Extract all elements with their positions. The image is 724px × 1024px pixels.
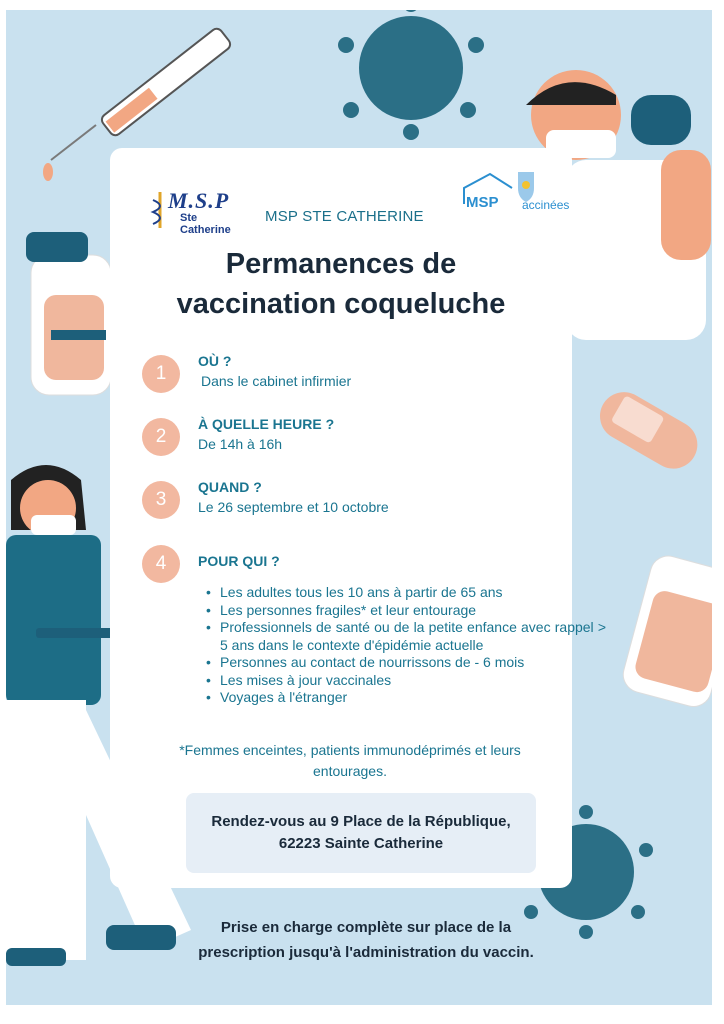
vaccinees-logo-text: accinées (522, 198, 570, 212)
site-name: MSP STE CATHERINE (265, 208, 424, 225)
coverage-note-line1: Prise en charge complète sur place de la (220, 919, 512, 936)
bandage-illustration (591, 383, 706, 477)
step-question: OÙ ? (198, 353, 232, 369)
footnote (150, 740, 550, 782)
step-question: À QUELLE HEURE ? (198, 416, 335, 432)
step-number-badge: 3 (142, 481, 180, 519)
list-item: • Personnes au contact de nourrissons de - 6 mois (206, 654, 606, 672)
virus-illustration-top (338, 10, 484, 140)
step-number-badge: 1 (142, 355, 180, 393)
vaccine-bottle-right (619, 552, 712, 711)
address-line1: Rendez-vous au 9 Place de la République, (211, 813, 511, 830)
poster-background (6, 10, 712, 1005)
info-card (110, 148, 606, 888)
address-line2: 62223 Sainte Catherine (278, 835, 444, 852)
msp-vaccinees-logo (460, 168, 570, 248)
list-item: • Voyages à l'étranger (206, 689, 606, 707)
footnote-line1: *Femmes enceintes, patients immunodéprimés et leurs (179, 742, 521, 758)
step-number-badge: 2 (142, 418, 180, 456)
coverage-note (136, 915, 596, 965)
list-item: • Les personnes fragiles* et leur entourage (206, 602, 606, 620)
list-item: • Les mises à jour vaccinales (206, 672, 606, 690)
msp-logo-subtitle: Ste Catherine (180, 212, 231, 236)
address-box (186, 793, 536, 873)
msp-ste-catherine-logo (150, 184, 240, 234)
step-answer: Le 26 septembre et 10 octobre (198, 499, 389, 515)
step-answer: De 14h à 16h (198, 436, 283, 452)
step-answer: Dans le cabinet infirmier (201, 373, 352, 389)
vaccine-bottle-left (26, 232, 111, 395)
msp-logo-letters: M.S.P (168, 188, 230, 213)
page-title-line1: Permanences de (225, 248, 457, 280)
list-item: • Les adultes tous les 10 ans à partir de 65 ans (206, 584, 606, 602)
step-number-badge: 4 (142, 545, 180, 583)
step-question: QUAND ? (198, 479, 262, 495)
footnote-line2: entourages. (313, 763, 387, 779)
list-item: • Professionnels de santé ou de la petite enfance avec rappel > 5 ans dans le contexte d'épidémie actuelle (206, 619, 606, 654)
coverage-note-line2: prescription jusqu'à l'administration du vaccin. (198, 944, 534, 961)
page-title-line2: vaccination coqueluche (176, 288, 506, 320)
vaccinees-logo-msp: MSP (466, 194, 499, 211)
audience-list (206, 584, 606, 707)
step-question: POUR QUI ? (198, 553, 280, 569)
caduceus-icon (150, 190, 170, 230)
